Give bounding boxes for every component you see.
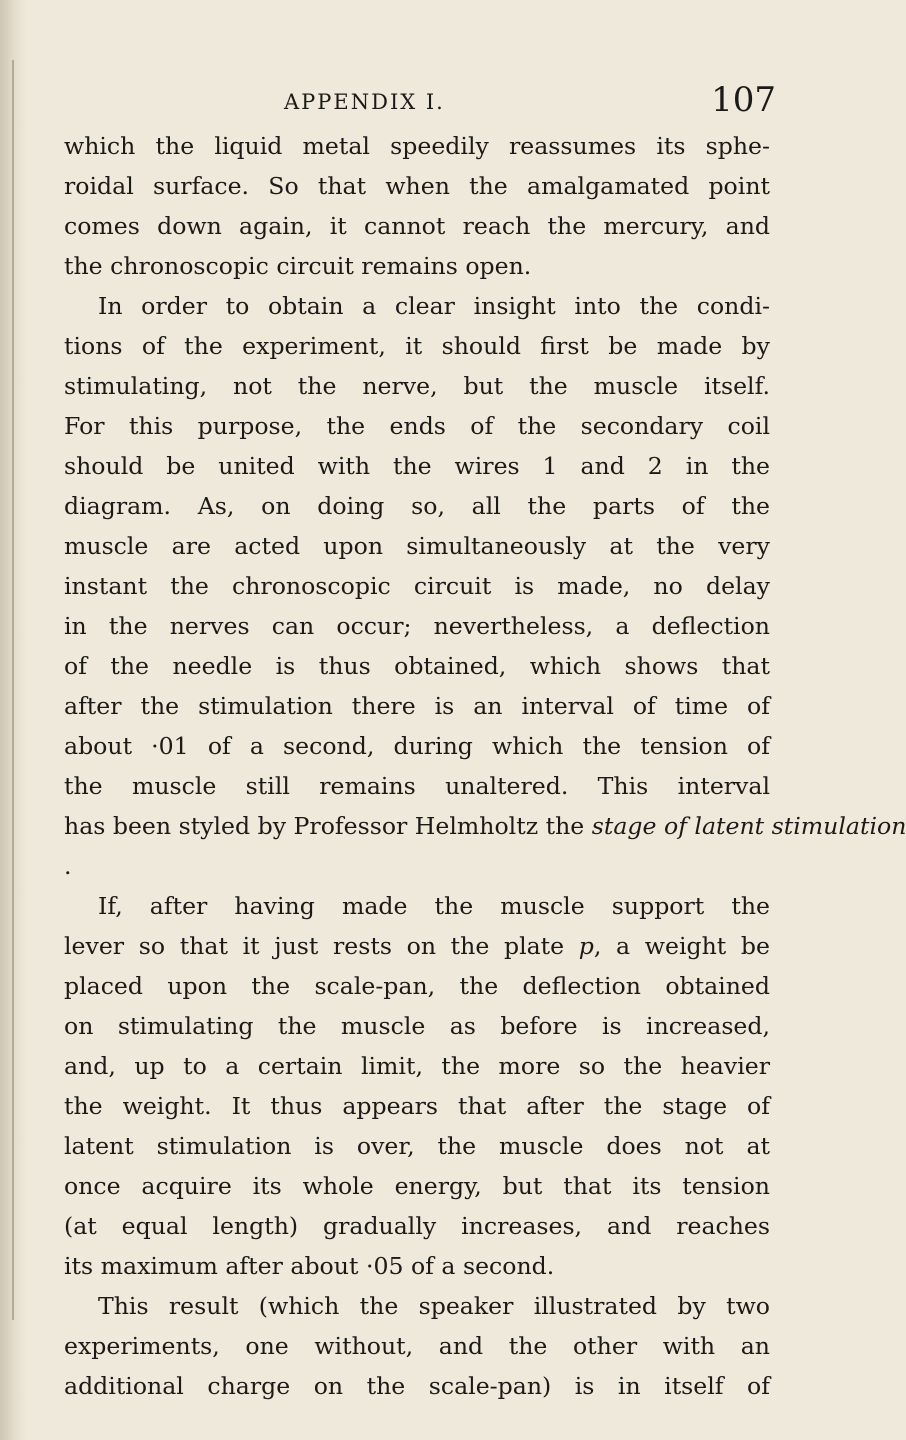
text-line: after the stimulation there is an interval of time of xyxy=(64,692,770,720)
text-line: its maximum after about ·05 of a second. xyxy=(64,1252,555,1280)
text-line: (at equal length) gradually increases, and reaches xyxy=(64,1212,770,1240)
text-line: the chronoscopic circuit remains open. xyxy=(64,252,532,280)
text-line: of the needle is thus obtained, which shows that xyxy=(64,652,770,680)
body-text xyxy=(64,126,906,1406)
text-line: roidal surface. So that when the amalgamated point xyxy=(64,172,770,200)
text-run: lever so that it just rests on the plate xyxy=(64,932,579,960)
page-number: 107 xyxy=(711,80,776,120)
text-line: about ·01 of a second, during which the tension of xyxy=(64,732,770,760)
running-head xyxy=(64,0,776,126)
text-line: tions of the experiment, it should first be made by xyxy=(64,332,770,360)
italic-term: stage of latent stimulation xyxy=(591,812,906,840)
text-line: in the nerves can occur; nevertheless, a deflection xyxy=(64,612,770,640)
text-line: If, after having made the muscle support the xyxy=(98,892,770,920)
text-run: has been styled by Professor Helmholtz the xyxy=(64,812,585,840)
text-line: For this purpose, the ends of the secondary coil xyxy=(64,412,770,440)
text-line: comes down again, it cannot reach the mercury, and xyxy=(64,212,770,240)
running-title: APPENDIX I. xyxy=(284,90,445,114)
text-line: and, up to a certain limit, the more so the heavier xyxy=(64,1052,770,1080)
text-line: on stimulating the muscle as before is increased, xyxy=(64,1012,770,1040)
text-line: experiments, one without, and the other with an xyxy=(64,1332,770,1360)
book-page xyxy=(64,0,906,1400)
text-line: latent stimulation is over, the muscle does not at xyxy=(64,1132,770,1160)
text-line: placed upon the scale-pan, the deflection obtained xyxy=(64,972,770,1000)
text-line xyxy=(64,806,906,846)
text-line xyxy=(64,926,770,966)
text-run: . xyxy=(64,852,72,880)
text-line: the weight. It thus appears that after the stage of xyxy=(64,1092,770,1120)
text-line xyxy=(64,846,770,886)
page-gutter-shadow xyxy=(0,0,26,1440)
text-line: the muscle still remains unaltered. This interval xyxy=(64,772,770,800)
text-line: This result (which the speaker illustrated by two xyxy=(98,1292,770,1320)
text-line: In order to obtain a clear insight into the condi- xyxy=(98,292,770,320)
text-line: once acquire its whole energy, but that its tension xyxy=(64,1172,770,1200)
text-line: instant the chronoscopic circuit is made, no delay xyxy=(64,572,770,600)
text-line: additional charge on the scale-pan) is in itself of xyxy=(64,1372,770,1400)
binding-edge xyxy=(12,60,14,1320)
text-line: which the liquid metal speedily reassumes its sphe- xyxy=(64,132,770,160)
text-line: diagram. As, on doing so, all the parts of the xyxy=(64,492,770,520)
text-line: muscle are acted upon simultaneously at the very xyxy=(64,532,770,560)
text-line: should be united with the wires 1 and 2 in the xyxy=(64,452,770,480)
text-run: , a weight be xyxy=(593,932,770,960)
text-line: stimulating, not the nerve, but the muscle itself. xyxy=(64,372,770,400)
italic-variable: p xyxy=(578,932,594,960)
